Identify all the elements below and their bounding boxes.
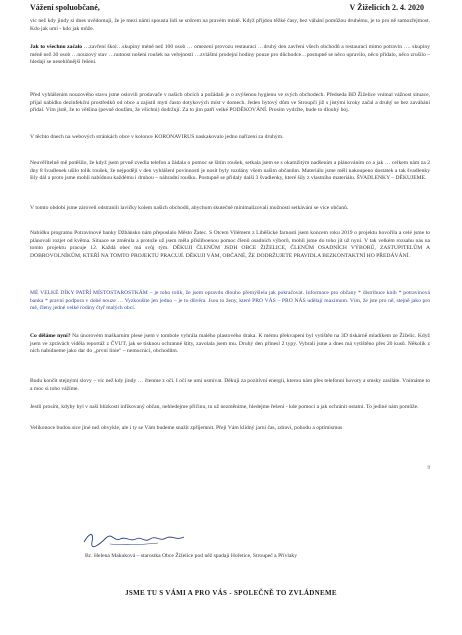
greeting: Vážení spoluobčané, [30,3,100,12]
paragraph-food-bank: Nabídku programu Potravinové banky Džbánsko nám přeposlalo Město Žatec. S Otcem Vilémem z Liběšické farnosti jsem koncem roku 2019 o projektu hovořila a celé jsme to plánovali rozjet od května. Situace se změnila a protože už jsem měla přisliboenou pomoc členů osadních výborů, mohli jsme do toho jít už nyní. V tak velkém rozsahu nás na tomto projektu pracuje 12. Každá obec má svůj tým. DĚKUJI ČLENŮM JSDH OBCE ŽIŽELICE, ČLENŮM OSADNÍCH VÝBORŮ, ZASTUPITELŮM A DOBROVOLNÍKŮM, KTEŘÍ NA TOMTO PROJEKTU PRACUJÍ. DĚKUJI VÁM, OBČANÉ, ŽE DODRŽUJETE PRAVIDLA BEZKONTAKTNÍ HO PŘEDÁVÁNÍ. [30,230,430,259]
paragraph-masks: Neuvěřitelně mě potěšilo, že když jsem prvně zvedla telefon a žádala o pomoc se šitím roušek, setkala jsem se s okamžitým nadšením a plánováním co a jak … celkem nám za 2 dny 8 švadlenek ušilo tolik roušek, že nejpodějí v den vyhlášení povinnosti je nosit byly rozdány všem našim občanům. Materiálu jsme měli nakoupeno dostatek a tak švadlenky šily dál a proto jsme mohli nabídnou každému i druhou – náhradní roušku. Postupně se přidaly další 3 švadlenky, které šily z vlastního materiálu. ŠVADLENKY – DĚKUJEME. [30,160,430,182]
footer-slogan: JSME TU S VÁMI A PRO VÁS - SPOLEČNĚ TO ZVLÁDNEME [125,589,337,597]
place-date: V Žiželicích 2. 4. 2020 [349,3,424,12]
page-mark: 9 [427,466,430,471]
paragraph-web-notices: V těchto dnech na webových stránkách obce v kolonce KORONAVIRUS naskakovalo jedno nařízení za druhým. [30,134,284,140]
paragraph-hygiene: Před vyhlášením nouzového stavu jsme oslovili prodavače v našich obcích a požádali je o zvýšenou hygienu ve svých obchodech. Předseda BD Žiželice vnímal vážnost situace, přijal nabídku dezinfekční prostředků od obce a zajistil mytí často dotykových míst v domech. Jeden bytový dům ve Stroupči již s jistými kroky začal a druhý se bez zaváhání přidal. Vím jistě, že to většina (pevně doufám, že všichni) dodržují. Za to jim patří velké PODĚKOVÁNÍ. Prosím vydržte, bude to dlouhý boj. [30,92,430,114]
signature-name: Bc. Helena Makuková – starostka Obce Žiželice pod něž spadají Hořetice, Stroupeč a Přívlaky [85,553,298,559]
paragraph-thanks-deputies: MÉ VELKÉ DÍKY PATŘÍ MÍSTOSTAROSTKÁM – je toho tolik, že jsem opravdu dlouho přemýšlela jak pokračovat. Informace pro občany * distribuce knih * potravinová banka * pravní podpora v dobé nouze … Vyzkoušíte jen jedno – je to důvěra. Jsou to ženy, které PRO VÁS – PRO NÁS udělají maximum. Vím, že jste pro ně, stejně jako pro mě, členy jedné velké rodiny čtyř malých obcí. [30,290,430,312]
paragraph-benches: V tomto období jsme zároveň odstranili lavičky kolem našich obchodů, abychom skutečně minimalizovali možnosti setkávání se více občanů. [30,205,349,211]
paragraph-intro: víc než kdy jindy si dnes uvědomuji, že je mezi námi spousta lidí se srdcem na pravém místě. Když přijdou těžké časy, bez váhání pomůžou druhému, je to pro ně samozřejmost. Kdo jak umí - kdo jak může. [30,18,430,32]
paragraph-closing: Budu končit stejnými slovy – víc než kdy jindy … čtenme z očí. I očí se umí usmívat. Děkuji za pozitivní energii, kterou nám přes telefonní hovory a smsky zasíláte. Vnímáme to a moc si toho vážíme. [30,378,430,392]
handwritten-signature [80,530,190,548]
paragraph-what-now: Co děláme nyní? Na únorovém maškarním plese jsem v tombole vyhrála malého plastového draka. K mému překvapení byl vytištěn na 3D tiskárně mladíkem ze Žiželic. Když jsem ve zprávách viděla reportáž z ČVUT, jak se tisknou ochranné štíty, zavolala jsem mu. Druhý den přinesl 2 typy. Vybrali jsme a dnes má vytištěno přes 20 kusů. Několik z nich nabídneme jako dar do „první linie" – nemocnici, obchodům. [30,333,430,355]
paragraph-solutions: Jestli prosím, kdyby byl v naší blízkosti infikovaný občan, nehledejme příčinu, tu už nezměníme, hledejme řešení - kde pomoci a jak ochránit ostatní. To jediné nám pomůže. [30,404,419,410]
paragraph-easter: Velikonoce budou sice jiné než obvykle, ale i ty se Vám budeme snažit zpříjemnit. Přeji Vám klidný jarní čas, zdraví, pohodu a optimismus [30,425,343,431]
paragraph-how-it-started: Jak to všechno začalo …zavření škol…skupiny méně než 100 osob … omezení provozu restaurací …druhý den zavření všech obchodů a restaurací mimo potravin …. skupiny méně než 30 osob …nouzový stav …nutnost nošení roušek na veřejnosti …zvláštní prodejní hodiny pouze pro důchodce…postupně se něco upravilo, něco přidalo, něco zrušilo – hledají se nesehlůnější řešení. [30,44,430,66]
